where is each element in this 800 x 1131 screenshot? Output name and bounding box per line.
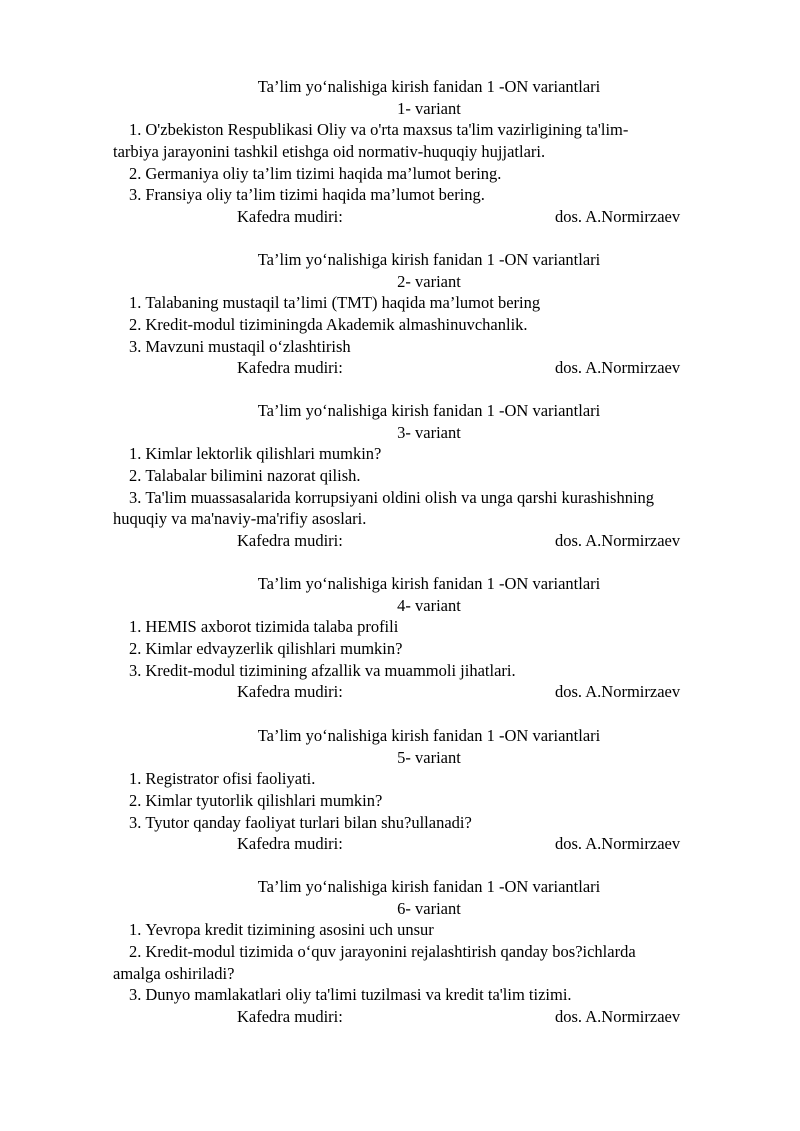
question-text-continued: amalga oshiriladi? [113,963,235,983]
question-item [0,487,800,509]
signature-label: Kafedra mudiri: [237,682,343,702]
question-text: Kimlar lektorlik qilishlari mumkin? [145,444,382,464]
question-text: Ta'lim muassasalarida korrupsiyani oldini olish va unga qarshi kurashishning [145,487,655,507]
signature-line [0,530,800,552]
question-text: Registrator ofisi faoliyati. [145,769,316,789]
signature-name: dos. A.Normirzaev [555,1007,681,1027]
signature-line [0,357,800,379]
signature-line [0,833,800,855]
question-number: 2. [129,466,142,486]
variant-block-6 [0,876,800,1028]
question-number: 3. [129,487,142,507]
variant-title: Ta’lim yo‘nalishiga kirish fanidan 1 -ON variantlari [257,574,601,593]
signature-line [0,206,800,228]
question-item [0,941,800,963]
signature-label: Kafedra mudiri: [237,1007,343,1027]
question-text: Dunyo mamlakatlari oliy ta'limi tuzilmasi va kredit ta'lim tizimi. [145,985,572,1005]
variant-label: 1- variant [397,98,461,118]
signature-label: Kafedra mudiri: [237,207,343,227]
question-item [0,790,800,812]
signature-name: dos. A.Normirzaev [555,207,681,227]
variant-block-4 [0,573,800,703]
question-text-continued: tarbiya jarayonini tashkil etishga oid normativ-huquqiy hujjatlari. [113,142,546,162]
question-number: 2. [129,315,142,335]
question-text: Kredit-modul tizimida o‘quv jarayonini rejalashtirish qanday bos?ichlarda [145,942,636,962]
question-item [0,184,800,206]
question-text: Kimlar tyutorlik qilishlari mumkin? [145,791,383,811]
variant-title: Ta’lim yo‘nalishiga kirish fanidan 1 -ON variantlari [257,726,601,745]
question-text: Talabalar bilimini nazorat qilish. [145,466,361,486]
question-number: 1. [129,120,142,140]
question-number: 3. [129,812,142,832]
question-item [0,616,800,638]
question-number: 3. [129,985,142,1005]
question-item [0,660,800,682]
signature-name: dos. A.Normirzaev [555,531,681,551]
question-number: 3. [129,185,142,205]
variant-title: Ta’lim yo‘nalishiga kirish fanidan 1 -ON variantlari [257,250,601,269]
question-item [0,919,800,941]
question-number: 2. [129,163,142,183]
signature-name: dos. A.Normirzaev [555,834,681,854]
question-text: Kredit-modul tizimining afzallik va muammoli jihatlari. [145,660,516,680]
question-item [0,812,800,834]
question-item [0,163,800,185]
question-item [0,336,800,358]
question-item [0,768,800,790]
variant-label: 3- variant [397,422,461,442]
variant-title: Ta’lim yo‘nalishiga kirish fanidan 1 -ON variantlari [257,77,601,96]
question-text: O'zbekiston Respublikasi Oliy va o'rta maxsus ta'lim vazirligining ta'lim- [145,120,629,140]
question-text-continued: huquqiy va ma'naviy-ma'rifiy asoslari. [113,509,367,529]
signature-line [0,681,800,703]
signature-label: Kafedra mudiri: [237,834,343,854]
question-item [0,984,800,1006]
question-text: Fransiya oliy ta’lim tizimi haqida ma’lumot bering. [145,185,485,205]
signature-name: dos. A.Normirzaev [555,682,681,702]
variant-label: 5- variant [397,747,461,767]
variant-title: Ta’lim yo‘nalishiga kirish fanidan 1 -ON variantlari [257,401,601,420]
signature-label: Kafedra mudiri: [237,358,343,378]
variant-block-1 [0,76,800,228]
question-text: Talabaning mustaqil ta’limi (TMT) haqida ma’lumot bering [145,293,541,313]
variant-block-3 [0,400,800,552]
question-number: 1. [129,293,142,313]
question-text: Kredit-modul tiziminingda Akademik almashinuvchanlik. [145,315,528,335]
variant-label: 6- variant [397,898,461,918]
question-text: Mavzuni mustaqil o‘zlashtirish [145,336,351,356]
question-number: 1. [129,617,142,637]
signature-name: dos. A.Normirzaev [555,358,681,378]
question-number: 1. [129,444,142,464]
variant-block-5 [0,725,800,855]
question-number: 1. [129,920,142,940]
question-number: 2. [129,639,142,659]
question-item [0,119,800,141]
question-number: 2. [129,942,142,962]
variant-title: Ta’lim yo‘nalishiga kirish fanidan 1 -ON variantlari [257,877,601,896]
question-item [0,292,800,314]
question-text: Germaniya oliy ta’lim tizimi haqida ma’lumot bering. [145,163,502,183]
question-item [0,314,800,336]
question-text: Tyutor qanday faoliyat turlari bilan shu?ullanadi? [145,812,472,832]
signature-line [0,1006,800,1028]
question-number: 3. [129,660,142,680]
question-number: 1. [129,769,142,789]
variant-block-2 [0,249,800,379]
question-number: 3. [129,336,142,356]
question-text: HEMIS axborot tizimida talaba profili [145,617,399,637]
question-text: Kimlar edvayzerlik qilishlari mumkin? [145,639,403,659]
question-item [0,443,800,465]
signature-label: Kafedra mudiri: [237,531,343,551]
variant-label: 2- variant [397,271,461,291]
variant-label: 4- variant [397,595,461,615]
question-number: 2. [129,791,142,811]
question-item [0,465,800,487]
question-text: Yevropa kredit tizimining asosini uch unsur [145,920,434,940]
question-item [0,638,800,660]
